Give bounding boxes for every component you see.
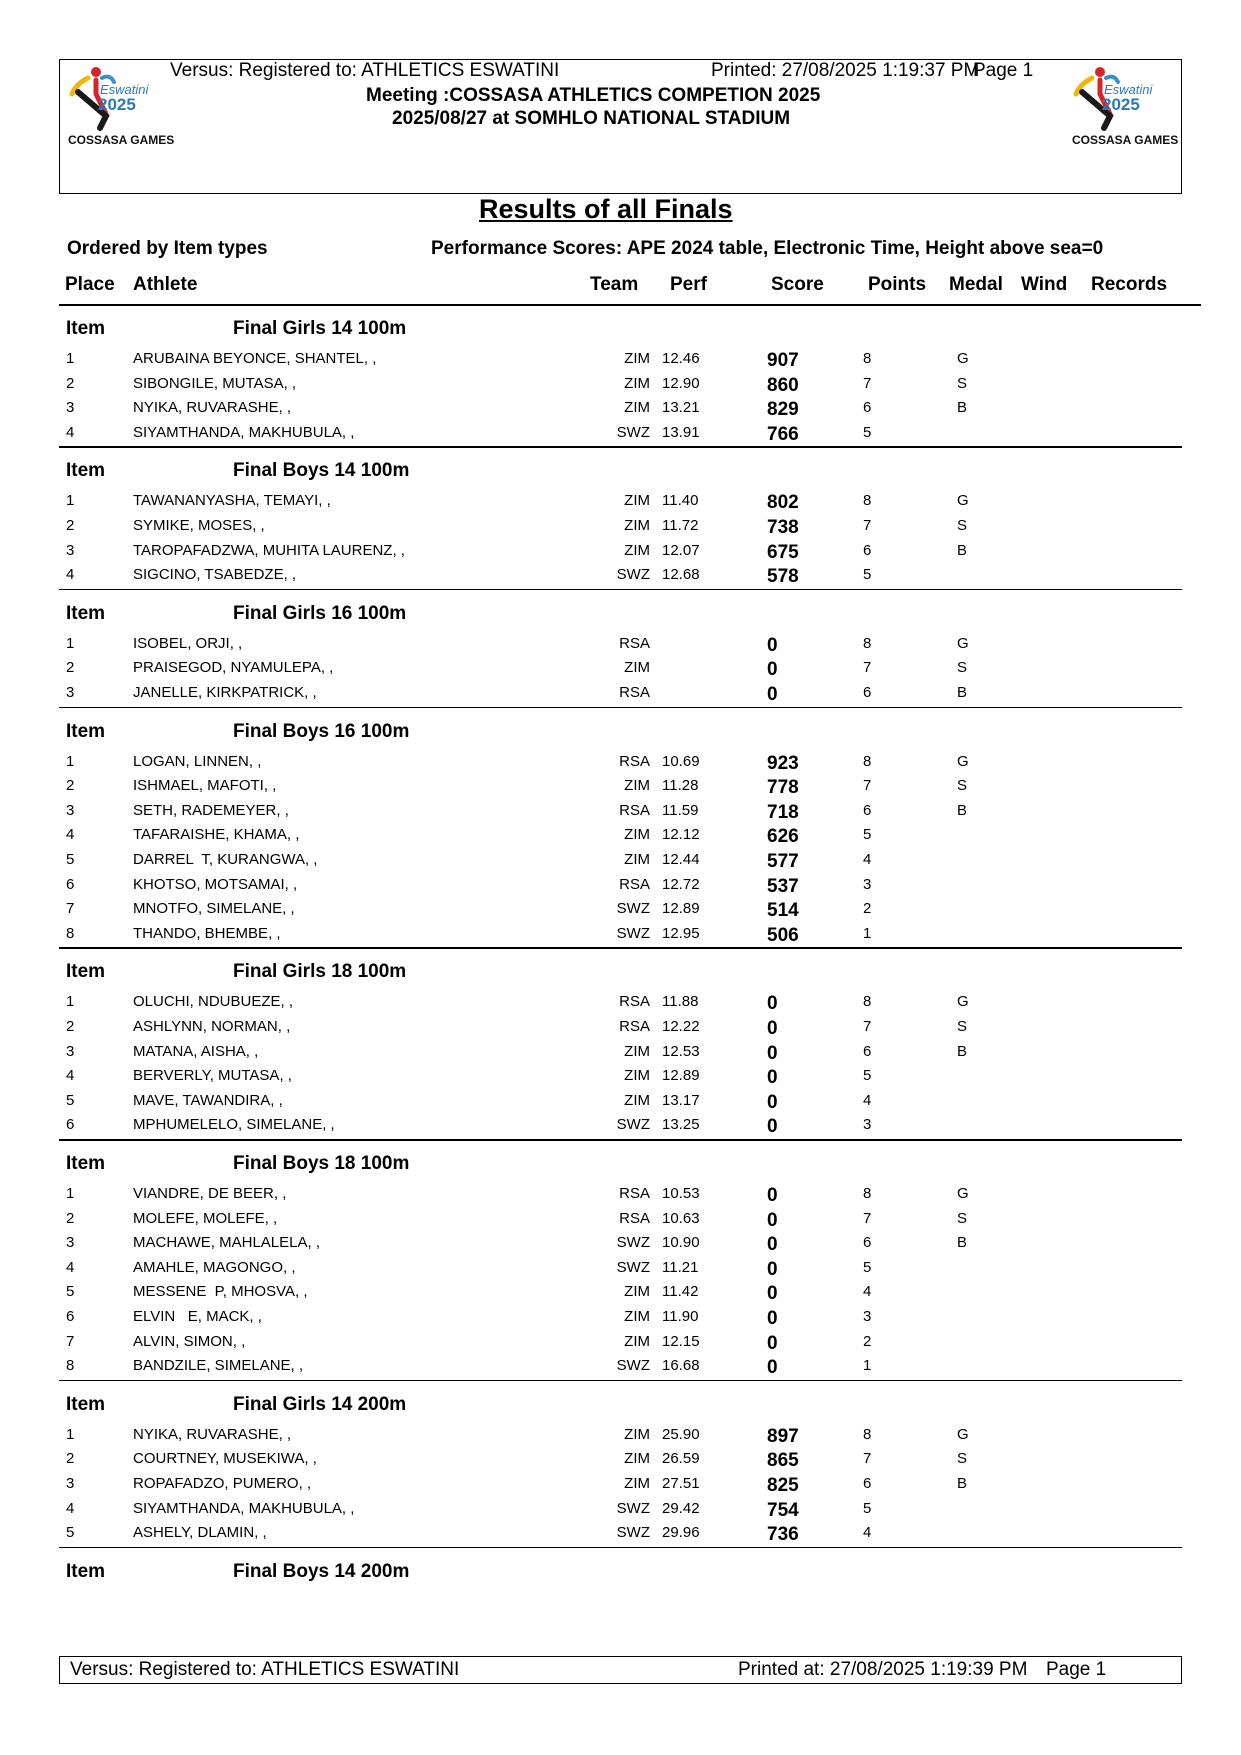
item-label: Item (66, 602, 106, 624)
result-athlete: THANDO, BHEMBE, , (133, 924, 281, 942)
result-athlete: SYMIKE, MOSES, , (133, 517, 265, 534)
result-score: 0 (767, 684, 778, 705)
result-score: 675 (767, 541, 799, 563)
result-athlete: MATANA, AISHA, , (133, 1042, 259, 1060)
result-points: 4 (863, 1091, 872, 1109)
logo-word: Eswatini (100, 82, 149, 97)
result-score: 0 (767, 1283, 778, 1305)
result-points: 4 (863, 1283, 872, 1301)
result-place: 3 (66, 541, 75, 559)
result-medal: S (957, 374, 968, 392)
result-perf: 13.21 (662, 399, 700, 417)
column-medal: Medal (949, 274, 1003, 295)
result-score: 0 (767, 1018, 778, 1039)
result-score: 0 (767, 1116, 778, 1138)
result-medal: B (957, 399, 968, 417)
result-athlete: ALVIN, SIMON, , (133, 1332, 246, 1350)
item-label: Item (66, 720, 106, 742)
column-perf: Perf (670, 274, 707, 295)
result-athlete: BANDZILE, SIMELANE, , (133, 1357, 304, 1375)
result-team: ZIM (624, 350, 650, 367)
result-points: 2 (863, 1332, 872, 1350)
logo-caption: COSSASA GAMES (1072, 133, 1179, 147)
result-place: 1 (66, 492, 75, 510)
result-score: 0 (767, 1332, 778, 1354)
result-place: 4 (66, 566, 75, 584)
result-points: 8 (863, 1185, 872, 1202)
result-score: 578 (767, 566, 799, 588)
result-place: 4 (66, 1067, 75, 1085)
result-athlete: ASHELY, DLAMIN, , (133, 1524, 267, 1542)
result-team: ZIM (624, 659, 650, 677)
result-points: 1 (863, 1357, 872, 1375)
item-title: Final Boys 14 100m (233, 460, 410, 482)
result-perf: 13.25 (662, 1116, 700, 1134)
result-team: SWZ (616, 900, 650, 918)
result-place: 3 (66, 1042, 75, 1060)
result-athlete: COURTNEY, MUSEKIWA, , (133, 1450, 317, 1468)
result-place: 3 (66, 684, 75, 701)
result-team: ZIM (624, 374, 650, 392)
result-points: 2 (863, 900, 872, 918)
result-points: 5 (863, 1499, 872, 1517)
result-points: 5 (863, 826, 872, 844)
result-perf: 12.68 (662, 566, 700, 584)
header-page-number: Page 1 (973, 60, 1034, 81)
item-label: Item (66, 318, 106, 339)
result-perf: 12.53 (662, 1042, 700, 1060)
result-points: 8 (863, 1425, 872, 1443)
result-score: 0 (767, 993, 778, 1015)
result-place: 3 (66, 1475, 75, 1492)
cossasa-logo-left (66, 64, 175, 159)
result-athlete: SIYAMTHANDA, MAKHUBULA, , (133, 1499, 355, 1517)
result-perf: 10.63 (662, 1209, 700, 1227)
column-records: Records (1091, 274, 1168, 295)
result-points: 5 (863, 1258, 872, 1276)
result-team: SWZ (616, 1499, 650, 1517)
result-place: 1 (66, 993, 75, 1011)
result-medal: G (957, 350, 969, 367)
result-athlete: SETH, RADEMEYER, , (133, 801, 289, 819)
result-score: 923 (767, 752, 799, 774)
item-title: Final Boys 16 100m (233, 720, 410, 742)
result-athlete: ASHLYNN, NORMAN, , (133, 1018, 291, 1035)
result-score: 754 (767, 1499, 799, 1521)
result-score: 829 (767, 399, 799, 421)
item-title: Final Girls 16 100m (233, 602, 407, 624)
result-medal: B (957, 1475, 968, 1492)
result-perf: 12.07 (662, 541, 700, 559)
item-title: Final Girls 18 100m (233, 961, 407, 983)
result-medal: G (957, 1185, 969, 1202)
result-place: 2 (66, 777, 75, 795)
result-athlete: OLUCHI, NDUBUEZE, , (133, 993, 294, 1011)
result-athlete: MPHUMELELO, SIMELANE, , (133, 1116, 335, 1134)
result-place: 1 (66, 1425, 75, 1443)
result-athlete: TAFARAISHE, KHAMA, , (133, 826, 300, 844)
result-perf: 12.22 (662, 1018, 700, 1035)
result-athlete: MAVE, TAWANDIRA, , (133, 1091, 283, 1109)
result-medal: B (957, 801, 968, 819)
result-team: ZIM (624, 1283, 650, 1301)
result-team: RSA (619, 1209, 650, 1227)
result-score: 802 (767, 492, 799, 514)
result-athlete: SIGCINO, TSABEDZE, , (133, 566, 297, 584)
result-medal: G (957, 634, 969, 652)
result-points: 6 (863, 541, 872, 559)
result-team: ZIM (624, 1450, 650, 1468)
result-place: 5 (66, 1524, 75, 1542)
result-team: SWZ (616, 1524, 650, 1542)
result-points: 6 (863, 1475, 872, 1492)
result-score: 0 (767, 1091, 778, 1113)
result-perf: 11.59 (662, 801, 699, 819)
result-athlete: TAROPAFADZWA, MUHITA LAURENZ, , (133, 541, 405, 559)
result-medal: B (957, 541, 968, 559)
result-team: ZIM (624, 1308, 650, 1325)
column-team: Team (590, 274, 639, 295)
result-team: ZIM (624, 826, 650, 844)
result-score: 865 (767, 1450, 799, 1472)
result-perf: 13.91 (662, 423, 700, 441)
result-medal: S (957, 1209, 968, 1227)
result-points: 5 (863, 423, 872, 441)
result-perf: 27.51 (662, 1475, 700, 1492)
result-place: 1 (66, 634, 75, 652)
result-place: 4 (66, 1258, 75, 1276)
result-score: 0 (767, 1042, 778, 1064)
result-points: 7 (863, 659, 872, 677)
result-team: RSA (619, 1018, 650, 1035)
page-title: Results of all Finals (479, 194, 733, 224)
result-athlete: LOGAN, LINNEN, , (133, 752, 262, 770)
result-score: 860 (767, 374, 799, 396)
result-medal: B (957, 1234, 968, 1252)
result-team: ZIM (624, 1067, 650, 1085)
result-points: 7 (863, 1450, 872, 1468)
result-perf: 12.89 (662, 900, 700, 918)
header-divider (59, 304, 1201, 306)
result-perf: 26.59 (662, 1450, 700, 1468)
result-athlete: VIANDRE, DE BEER, , (133, 1185, 287, 1202)
result-place: 4 (66, 1499, 75, 1517)
result-score: 738 (767, 517, 799, 538)
result-points: 8 (863, 492, 872, 510)
result-athlete: ARUBAINA BEYONCE, SHANTEL, , (133, 350, 377, 367)
result-team: ZIM (624, 399, 650, 417)
result-score: 0 (767, 1357, 778, 1379)
result-team: SWZ (616, 924, 650, 942)
section-divider (59, 1380, 1182, 1382)
result-score: 718 (767, 801, 799, 823)
result-perf: 12.95 (662, 924, 700, 942)
result-athlete: BERVERLY, MUTASA, , (133, 1067, 292, 1085)
result-place: 8 (66, 1357, 75, 1375)
result-points: 7 (863, 517, 872, 534)
result-points: 7 (863, 1018, 872, 1035)
logo-year: 2025 (98, 95, 136, 114)
result-points: 4 (863, 1524, 872, 1542)
result-place: 6 (66, 1116, 75, 1134)
result-athlete: ELVIN E, MACK, , (133, 1308, 262, 1325)
column-points: Points (868, 274, 927, 295)
column-wind: Wind (1021, 274, 1068, 295)
result-team: RSA (619, 752, 650, 770)
result-points: 6 (863, 1234, 872, 1252)
result-place: 5 (66, 1283, 75, 1301)
result-perf: 12.89 (662, 1067, 700, 1085)
footer-registered: Versus: Registered to: ATHLETICS ESWATINI (70, 1659, 460, 1680)
result-points: 7 (863, 777, 872, 795)
result-score: 577 (767, 851, 799, 872)
result-athlete: DARREL T, KURANGWA, , (133, 851, 318, 868)
result-points: 7 (863, 1209, 872, 1227)
result-place: 7 (66, 1332, 75, 1350)
result-score: 0 (767, 1258, 778, 1280)
result-perf: 12.44 (662, 851, 700, 868)
item-title: Final Girls 14 100m (233, 318, 407, 339)
result-score: 537 (767, 875, 799, 897)
result-athlete: ROPAFADZO, PUMERO, , (133, 1475, 312, 1492)
result-team: ZIM (624, 1425, 650, 1443)
result-athlete: JANELLE, KIRKPATRICK, , (133, 684, 317, 701)
result-score: 825 (767, 1475, 799, 1496)
result-place: 2 (66, 1018, 75, 1035)
result-score: 0 (767, 1308, 778, 1329)
result-team: ZIM (624, 541, 650, 559)
result-score: 506 (767, 924, 799, 946)
section-divider (59, 589, 1182, 591)
item-title: Final Boys 14 200m (233, 1560, 410, 1582)
result-medal: G (957, 752, 969, 770)
result-athlete: MNOTFO, SIMELANE, , (133, 900, 295, 918)
result-points: 6 (863, 684, 872, 701)
result-score: 514 (767, 900, 799, 922)
result-perf: 29.42 (662, 1499, 700, 1517)
section-divider (59, 1139, 1182, 1141)
item-label: Item (66, 1393, 106, 1415)
result-team: RSA (619, 875, 650, 893)
item-label: Item (66, 460, 106, 482)
result-athlete: NYIKA, RUVARASHE, , (133, 1425, 292, 1443)
result-points: 8 (863, 634, 872, 652)
result-athlete: SIYAMTHANDA, MAKHUBULA, , (133, 423, 355, 441)
result-place: 3 (66, 1234, 75, 1252)
result-athlete: AMAHLE, MAGONGO, , (133, 1258, 296, 1276)
result-points: 4 (863, 851, 872, 868)
header-registered: Versus: Registered to: ATHLETICS ESWATINI (170, 60, 560, 81)
result-points: 1 (863, 924, 872, 942)
result-score: 736 (767, 1524, 799, 1546)
section-divider (59, 1547, 1182, 1549)
result-place: 1 (66, 1185, 75, 1202)
result-place: 3 (66, 801, 75, 819)
result-team: ZIM (624, 1042, 650, 1060)
result-score: 0 (767, 1209, 778, 1231)
result-athlete: MOLEFE, MOLEFE, , (133, 1209, 278, 1227)
result-perf: 11.40 (662, 492, 699, 510)
result-team: SWZ (616, 1116, 650, 1134)
result-team: SWZ (616, 566, 650, 584)
result-medal: G (957, 1425, 969, 1443)
result-perf: 10.90 (662, 1234, 700, 1252)
result-place: 5 (66, 851, 75, 868)
item-title: Final Boys 18 100m (233, 1153, 410, 1174)
result-points: 6 (863, 801, 872, 819)
result-place: 1 (66, 350, 75, 367)
result-medal: B (957, 684, 968, 701)
result-team: ZIM (624, 777, 650, 795)
result-score: 0 (767, 1185, 778, 1206)
result-points: 7 (863, 374, 872, 392)
result-athlete: NYIKA, RUVARASHE, , (133, 399, 292, 417)
result-medal: G (957, 993, 969, 1011)
column-place: Place (65, 274, 115, 295)
result-perf: 12.90 (662, 374, 700, 392)
ordered-by: Ordered by Item types (67, 238, 268, 259)
column-athlete: Athlete (133, 274, 198, 295)
result-perf: 11.21 (662, 1258, 699, 1276)
logo-year: 2025 (1102, 95, 1140, 114)
result-place: 8 (66, 924, 75, 942)
result-athlete: TAWANANYASHA, TEMAYI, , (133, 492, 331, 510)
result-perf: 11.72 (662, 517, 699, 534)
result-team: RSA (619, 1185, 650, 1202)
result-medal: S (957, 517, 968, 534)
result-team: ZIM (624, 517, 650, 534)
result-points: 3 (863, 1116, 872, 1134)
result-place: 6 (66, 1308, 75, 1325)
section-divider (59, 707, 1182, 709)
result-athlete: KHOTSO, MOTSAMAI, , (133, 875, 298, 893)
footer-printed: Printed at: 27/08/2025 1:19:39 PM (738, 1659, 1028, 1680)
result-score: 907 (767, 350, 799, 371)
result-points: 5 (863, 566, 872, 584)
result-perf: 11.88 (662, 993, 699, 1011)
item-label: Item (66, 961, 106, 983)
result-medal: S (957, 659, 968, 677)
result-team: ZIM (624, 492, 650, 510)
logo-caption: COSSASA GAMES (68, 133, 175, 147)
result-perf: 11.42 (662, 1283, 699, 1301)
result-points: 6 (863, 1042, 872, 1060)
result-medal: S (957, 777, 968, 795)
result-place: 6 (66, 875, 75, 893)
result-place: 2 (66, 1209, 75, 1227)
result-points: 8 (863, 350, 872, 367)
header-meeting: Meeting :COSSASA ATHLETICS COMPETION 2025 (366, 85, 821, 106)
section-divider (59, 446, 1182, 448)
result-perf: 16.68 (662, 1357, 700, 1375)
result-perf: 13.17 (662, 1091, 700, 1109)
result-medal: S (957, 1018, 968, 1035)
result-place: 7 (66, 900, 75, 918)
result-team: SWZ (616, 1357, 650, 1375)
result-place: 2 (66, 517, 75, 534)
result-team: RSA (619, 993, 650, 1011)
result-place: 5 (66, 1091, 75, 1109)
logo-word: Eswatini (1104, 82, 1153, 97)
result-perf: 12.46 (662, 350, 700, 367)
result-team: RSA (619, 684, 650, 701)
result-medal: B (957, 1042, 968, 1060)
result-score: 0 (767, 634, 778, 656)
result-medal: G (957, 492, 969, 510)
result-score: 626 (767, 826, 799, 848)
result-points: 6 (863, 399, 872, 417)
result-team: SWZ (616, 423, 650, 441)
result-place: 2 (66, 1450, 75, 1468)
result-team: ZIM (624, 1475, 650, 1492)
result-perf: 10.53 (662, 1185, 700, 1202)
cossasa-logo-right (1070, 64, 1179, 159)
result-score: 0 (767, 1234, 778, 1256)
result-perf: 12.15 (662, 1332, 700, 1350)
result-team: SWZ (616, 1258, 650, 1276)
item-label: Item (66, 1153, 106, 1174)
result-perf: 11.28 (662, 777, 699, 795)
result-score: 0 (767, 1067, 778, 1089)
result-athlete: ISHMAEL, MAFOTI, , (133, 777, 277, 795)
result-athlete: PRAISEGOD, NYAMULEPA, , (133, 659, 334, 677)
result-score: 778 (767, 777, 799, 799)
result-points: 8 (863, 993, 872, 1011)
result-team: ZIM (624, 1332, 650, 1350)
result-team: RSA (619, 801, 650, 819)
result-score: 0 (767, 659, 778, 681)
result-athlete: MACHAWE, MAHLALELA, , (133, 1234, 320, 1252)
result-points: 5 (863, 1067, 872, 1085)
result-place: 3 (66, 399, 75, 417)
result-perf: 10.69 (662, 752, 700, 770)
result-medal: S (957, 1450, 968, 1468)
result-place: 4 (66, 423, 75, 441)
performance-scores: Performance Scores: APE 2024 table, Electronic Time, Height above sea=0 (431, 238, 1104, 259)
result-perf: 29.96 (662, 1524, 700, 1542)
header-printed: Printed: 27/08/2025 1:19:37 PM (711, 60, 980, 81)
result-team: ZIM (624, 1091, 650, 1109)
result-perf: 12.12 (662, 826, 700, 844)
result-athlete: ISOBEL, ORJI, , (133, 634, 243, 652)
result-place: 4 (66, 826, 75, 844)
result-points: 8 (863, 752, 872, 770)
result-team: SWZ (616, 1234, 650, 1252)
result-athlete: SIBONGILE, MUTASA, , (133, 374, 297, 392)
result-perf: 11.90 (662, 1308, 699, 1325)
item-label: Item (66, 1560, 106, 1582)
item-title: Final Girls 14 200m (233, 1393, 407, 1415)
result-team: RSA (619, 634, 650, 652)
result-points: 3 (863, 875, 872, 893)
result-perf: 25.90 (662, 1425, 700, 1443)
result-perf: 12.72 (662, 875, 700, 893)
result-place: 2 (66, 659, 75, 677)
result-place: 2 (66, 374, 75, 392)
footer-page-number: Page 1 (1046, 1659, 1107, 1680)
result-points: 3 (863, 1308, 872, 1325)
section-divider (59, 947, 1182, 949)
column-score: Score (771, 274, 824, 295)
result-team: ZIM (624, 851, 650, 868)
header-date-venue: 2025/08/27 at SOMHLO NATIONAL STADIUM (392, 108, 791, 129)
result-score: 766 (767, 423, 799, 445)
result-athlete: MESSENE P, MHOSVA, , (133, 1283, 308, 1301)
result-score: 897 (767, 1425, 799, 1447)
result-place: 1 (66, 752, 75, 770)
